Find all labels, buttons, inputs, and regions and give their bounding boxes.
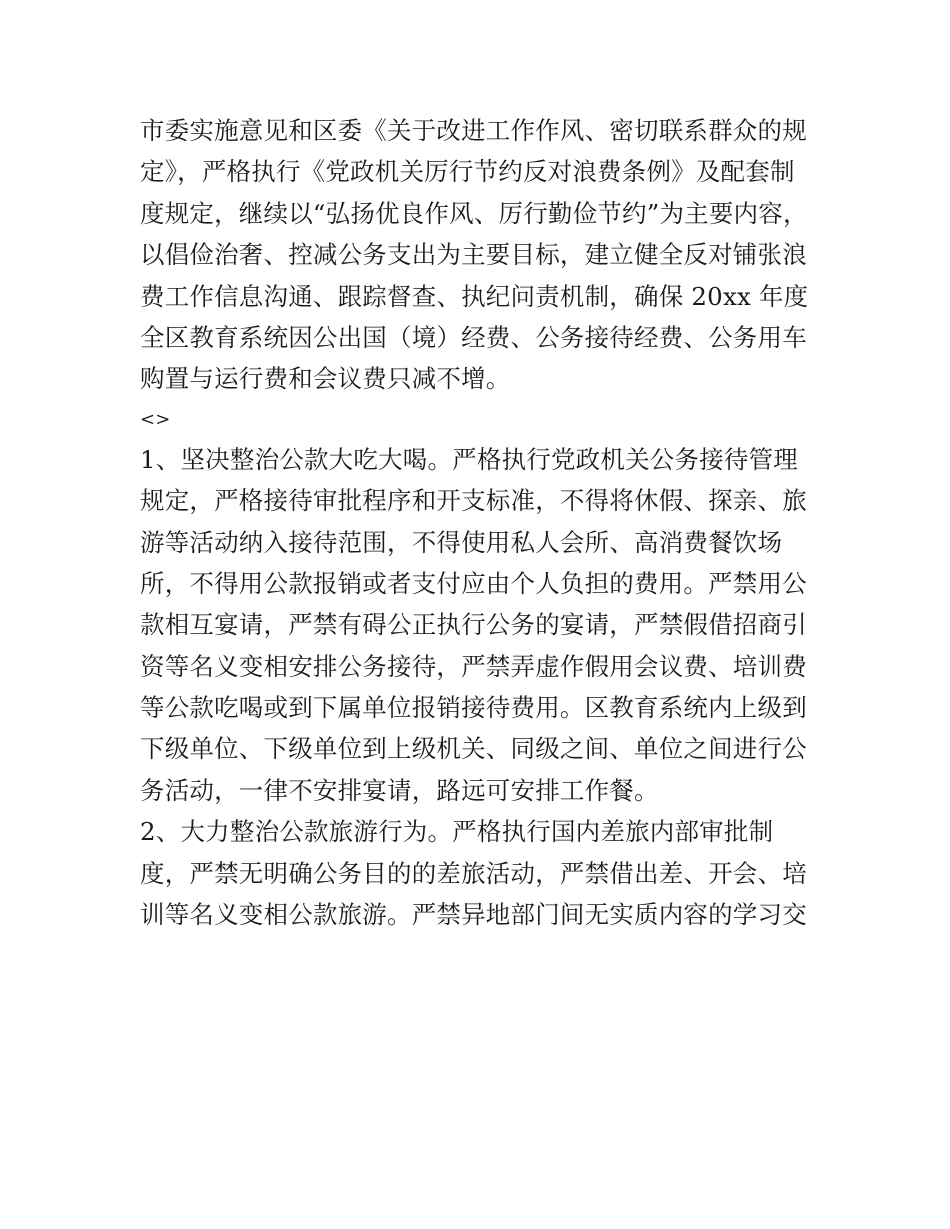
text-line: 1、坚决整治公款大吃大喝。严格执行党政机关公务接待管理 [140, 444, 798, 474]
document-body [140, 110, 830, 935]
text-line: 度，严禁无明确公务目的的差旅活动，严禁借出差、开会、培 [140, 858, 807, 888]
placeholder-marker: <> [140, 408, 171, 430]
text-line: 规定，严格接待审批程序和开支标准，不得将休假、探亲、旅 [140, 486, 807, 516]
text-line: 务活动，一律不安排宴请，路远可安排工作餐。 [140, 775, 659, 805]
text-line: 款相互宴请，严禁有碍公正执行公务的宴请，严禁假借招商引 [140, 610, 807, 640]
text-line: 2、大力整治公款旅游行为。严格执行国内差旅内部审批制 [140, 817, 774, 847]
text-line: 所，不得用公款报销或者支付应由个人负担的费用。严禁用公 [140, 568, 807, 598]
text-line: 费工作信息沟通、跟踪督查、执纪问责机制，确保 20xx 年度 [140, 281, 809, 311]
text-line: 全区教育系统因公出国（境）经费、公务接待经费、公务用车 [140, 322, 807, 352]
text-line: 等公款吃喝或到下属单位报销接待费用。区教育系统内上级到 [140, 693, 807, 723]
text-line: 度规定，继续以“弘扬优良作风、厉行勤俭节约”为主要内容， [140, 198, 808, 228]
text-line: 定》，严格执行《党政机关厉行节约反对浪费条例》及配套制 [140, 157, 795, 187]
text-line: 下级单位、下级单位到上级机关、同级之间、单位之间进行公 [140, 734, 807, 764]
text-line: 训等名义变相公款旅游。严禁异地部门间无实质内容的学习交 [140, 900, 807, 930]
text-line: 资等名义变相安排公务接待，严禁弄虚作假用会议费、培训费 [140, 651, 807, 681]
text-line: 市委实施意见和区委《关于改进工作作风、密切联系群众的规 [140, 116, 807, 145]
text-line: 游等活动纳入接待范围，不得使用私人会所、高消费餐饮场 [140, 527, 783, 557]
text-line: 购置与运行费和会议费只减不增。 [140, 364, 511, 394]
text-line: 以倡俭治奢、控减公务支出为主要目标，建立健全反对铺张浪 [140, 240, 807, 270]
